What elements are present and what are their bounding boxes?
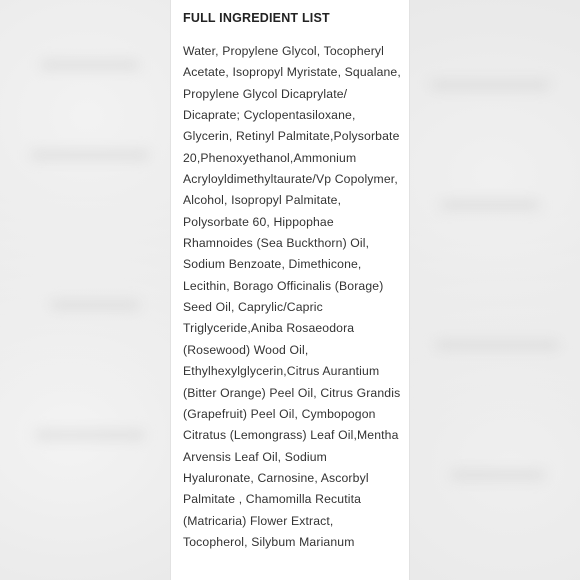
blurred-background-left <box>0 0 170 580</box>
blurred-background-right <box>410 0 580 580</box>
ingredient-list-panel <box>170 0 410 580</box>
ingredient-list-title: FULL INGREDIENT LIST <box>183 11 330 25</box>
blurred-text-line <box>440 200 540 210</box>
blurred-text-line <box>35 430 145 440</box>
blurred-text-line <box>40 60 140 70</box>
ingredient-list-text: Water, Propylene Glycol, Tocopheryl Acetate, Isopropyl Myristate, Squalane, Propylene Glycol Dicaprylate/ Dicaprate; Cyclopentasiloxane, Glycerin, Retinyl Palmitate,Polysorbate 20,Phenoxyethanol,Ammonium Acryloyldimethyltaurate/Vp Copolymer, Alcohol, Isopropyl Palmitate, Polysorbate 60, Hippophae Rhamnoides (Sea Buckthorn) Oil, Sodium Benzoate, Dimethicone, Lecithin, Borago Officinalis (Borage) Seed Oil, Caprylic/Capric Triglyceride,Aniba Rosaeodora (Rosewood) Wood Oil, Ethylhexylglycerin,Citrus Aurantium (Bitter Orange) Peel Oil, Citrus Grandis (Grapefruit) Peel Oil, Cymbopogon Citratus (Lemongrass) Leaf Oil,Mentha Arvensis Leaf Oil, Sodium Hyaluronate, Carnosine, Ascorbyl Palmitate , Chamomilla Recutita (Matricaria) Flower Extract, Tocopherol, Silybum Marianum <box>183 44 401 549</box>
blurred-text-line <box>450 470 545 480</box>
blurred-text-line <box>435 340 560 350</box>
blurred-text-line <box>30 150 150 160</box>
blurred-text-line <box>430 80 550 90</box>
blurred-text-line <box>50 300 140 310</box>
